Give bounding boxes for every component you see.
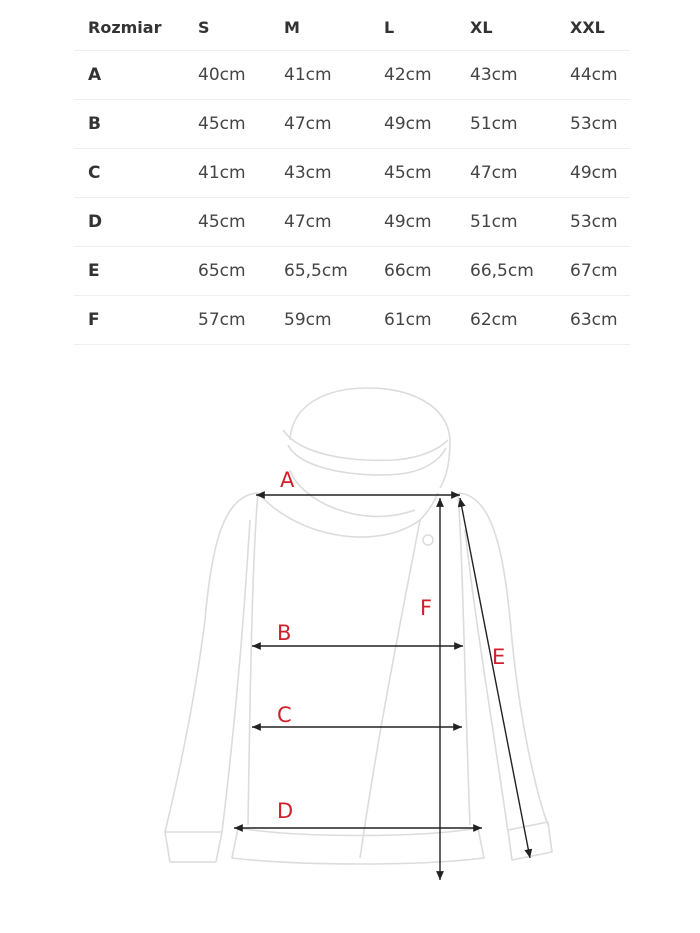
right-cuff — [508, 822, 552, 860]
table-cell: 42cm — [384, 51, 470, 100]
table-cell: 45cm — [384, 149, 470, 198]
label-c: C — [277, 703, 292, 727]
label-b: B — [277, 621, 292, 645]
header-rozmiar: Rozmiar — [74, 4, 198, 51]
header-s: S — [198, 4, 284, 51]
header-l: L — [384, 4, 470, 51]
table-cell: 45cm — [198, 198, 284, 247]
row-label: D — [74, 198, 198, 247]
collar-fold-line — [283, 430, 448, 460]
table-cell: 57cm — [198, 296, 284, 345]
row-label: E — [74, 247, 198, 296]
collar-outline — [290, 388, 450, 488]
label-a: A — [280, 468, 295, 492]
table-cell: 43cm — [470, 51, 570, 100]
table-cell: 40cm — [198, 51, 284, 100]
table-header-row — [74, 4, 630, 51]
table-cell: 49cm — [570, 149, 630, 198]
row-label: A — [74, 51, 198, 100]
table-cell: 47cm — [470, 149, 570, 198]
table-cell: 41cm — [198, 149, 284, 198]
zipper-pull — [423, 535, 433, 545]
header-xxl: XXL — [570, 4, 630, 51]
table-cell: 47cm — [284, 198, 384, 247]
table-cell: 49cm — [384, 198, 470, 247]
table-cell: 53cm — [570, 198, 630, 247]
table-cell: 49cm — [384, 100, 470, 149]
row-label: B — [74, 100, 198, 149]
size-table — [74, 4, 630, 345]
table-row — [74, 198, 630, 247]
table-cell: 67cm — [570, 247, 630, 296]
table-cell: 59cm — [284, 296, 384, 345]
left-cuff — [165, 832, 222, 862]
right-sleeve-inner — [465, 530, 508, 832]
header-xl: XL — [470, 4, 570, 51]
table-row — [74, 51, 630, 100]
label-e: E — [492, 645, 506, 669]
table-cell: 63cm — [570, 296, 630, 345]
cowl-wrap — [258, 493, 438, 537]
cowl-wrap-inner — [290, 470, 415, 516]
table-row — [74, 296, 630, 345]
body-left-side — [248, 493, 258, 825]
table-cell: 53cm — [570, 100, 630, 149]
table-cell: 61cm — [384, 296, 470, 345]
table-cell: 47cm — [284, 100, 384, 149]
table-cell: 66cm — [384, 247, 470, 296]
table-cell: 65,5cm — [284, 247, 384, 296]
hoodie-measurement-diagram — [0, 360, 700, 933]
row-label: C — [74, 149, 198, 198]
table-row — [74, 149, 630, 198]
header-m: M — [284, 4, 384, 51]
table-cell: 43cm — [284, 149, 384, 198]
label-f: F — [420, 596, 433, 620]
front-panel-edge — [360, 520, 420, 858]
table-cell: 66,5cm — [470, 247, 570, 296]
waistband — [232, 828, 484, 864]
table-cell: 62cm — [470, 296, 570, 345]
arrow-e — [460, 498, 530, 858]
table-row — [74, 247, 630, 296]
label-d: D — [277, 799, 294, 823]
table-cell: 44cm — [570, 51, 630, 100]
table-cell: 51cm — [470, 100, 570, 149]
table-cell: 41cm — [284, 51, 384, 100]
hoodie-outline — [165, 388, 552, 864]
left-sleeve-outer — [165, 493, 258, 832]
table-row — [74, 100, 630, 149]
table-cell: 45cm — [198, 100, 284, 149]
table-cell: 51cm — [470, 198, 570, 247]
row-label: F — [74, 296, 198, 345]
table-cell: 65cm — [198, 247, 284, 296]
left-sleeve-inner — [222, 520, 250, 832]
